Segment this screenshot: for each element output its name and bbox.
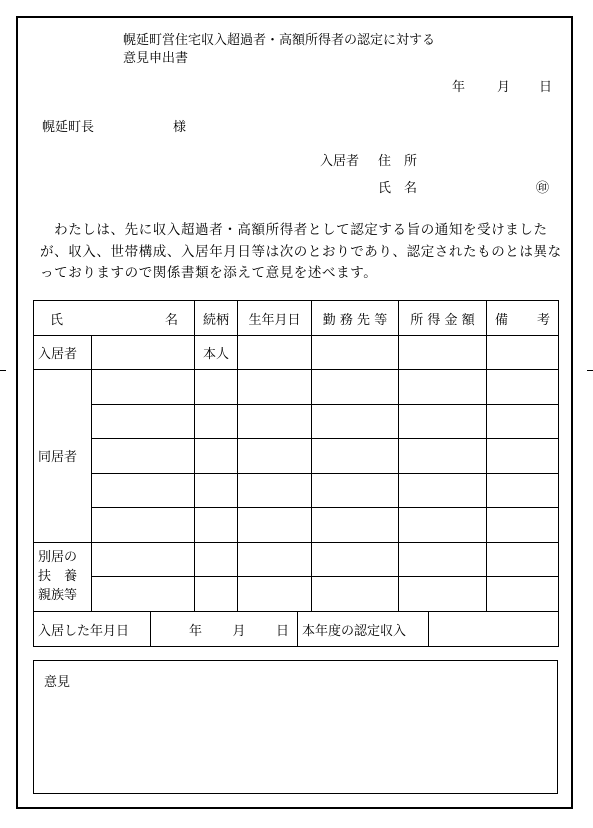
resident-workplace-cell[interactable] [312,336,399,370]
cohabitant-income-cell[interactable] [399,508,487,543]
dependent-label-line: 親族等 [38,588,78,603]
header-workplace: 勤 務 先 等 [312,301,399,336]
statement-text [40,220,565,285]
table-row [34,439,559,474]
form-title-line1: 幌延町営住宅収入超過者・高額所得者の認定に対する [123,33,436,48]
statement-line: が、収入、世帯構成、入居年月日等は次のとおりであり、認定されたものとは異な [40,243,562,260]
cohabitant-relation-cell[interactable] [195,508,238,543]
dependent-label-line: 扶 養 [38,569,78,584]
resident-birthdate-cell[interactable] [238,336,312,370]
date-month-label: 月 [497,80,511,95]
cohabitant-birthdate-cell[interactable] [238,508,312,543]
header-note-cell [487,301,559,336]
dependent-label-line: 別居の [38,550,78,565]
applicant-label: 入居者 [320,154,360,169]
date-day-label: 日 [539,80,553,95]
statement-line: っておりますので関係書類を添えて意見を述べます。 [40,265,378,281]
household-table [33,300,559,612]
honorific-label: 様 [173,120,187,135]
table-row [34,473,559,508]
cohabitant-income-cell[interactable] [399,473,487,508]
cohabitant-label: 同居者 [34,370,92,543]
cohabitant-name-cell[interactable] [92,508,195,543]
header-name-b: 名 [164,312,178,328]
table-row [34,612,559,647]
header-relation: 続柄 [195,301,238,336]
table-row [34,542,559,577]
movein-income-table [33,611,559,647]
dependent-name-cell[interactable] [92,577,195,612]
cohabitant-name-cell[interactable] [92,370,195,405]
cohabitant-birthdate-cell[interactable] [238,439,312,474]
movein-date-label: 入居した年月日 [34,612,151,647]
dependent-note-cell[interactable] [487,577,559,612]
cohabitant-relation-cell[interactable] [195,404,238,439]
cohabitant-name-cell[interactable] [92,473,195,508]
cohabitant-income-cell[interactable] [399,370,487,405]
cohabitant-workplace-cell[interactable] [312,370,399,405]
table-row [34,577,559,612]
movein-month-label: 月 [232,623,246,639]
statement-line: わたしは、先に収入超過者・高額所得者として認定する旨の通知を受けました [40,222,548,238]
dependent-family-label [34,542,92,611]
cohabitant-income-cell[interactable] [399,404,487,439]
cohabitant-income-cell[interactable] [399,439,487,474]
address-label: 住 所 [378,154,418,169]
opinion-label: 意見 [44,675,71,690]
cohabitant-workplace-cell[interactable] [312,404,399,439]
resident-relation: 本人 [195,336,238,370]
header-note-a: 備 [495,312,509,328]
table-row [34,404,559,439]
dependent-income-cell[interactable] [399,542,487,577]
table-header-row [34,301,559,336]
cohabitant-relation-cell[interactable] [195,370,238,405]
resident-name-cell[interactable] [92,336,195,370]
certified-income-label: 本年度の認定収入 [298,612,429,647]
cohabitant-note-cell[interactable] [487,439,559,474]
cohabitant-note-cell[interactable] [487,473,559,508]
resident-note-cell[interactable] [487,336,559,370]
dependent-note-cell[interactable] [487,542,559,577]
form-title-line2: 意見申出書 [123,51,189,66]
header-birthdate: 生年月日 [238,301,312,336]
cohabitant-workplace-cell[interactable] [312,508,399,543]
cohabitant-note-cell[interactable] [487,508,559,543]
dependent-birthdate-cell[interactable] [238,542,312,577]
header-note-b: 考 [536,312,550,328]
cohabitant-birthdate-cell[interactable] [238,473,312,508]
table-row [34,508,559,543]
cohabitant-relation-cell[interactable] [195,473,238,508]
movein-year-label: 年 [189,623,203,639]
header-name-a: 氏 [50,312,64,328]
cohabitant-name-cell[interactable] [92,404,195,439]
dependent-workplace-cell[interactable] [312,577,399,612]
cohabitant-note-cell[interactable] [487,404,559,439]
dependent-workplace-cell[interactable] [312,542,399,577]
cohabitant-birthdate-cell[interactable] [238,370,312,405]
cohabitant-note-cell[interactable] [487,370,559,405]
left-margin-mark [0,370,6,371]
cohabitant-name-cell[interactable] [92,439,195,474]
cohabitant-workplace-cell[interactable] [312,439,399,474]
name-label: 氏 名 [378,181,418,196]
dependent-income-cell[interactable] [399,577,487,612]
resident-label: 入居者 [34,336,92,370]
dependent-relation-cell[interactable] [195,577,238,612]
dependent-birthdate-cell[interactable] [238,577,312,612]
table-row [34,370,559,405]
cohabitant-workplace-cell[interactable] [312,473,399,508]
movein-day-label: 日 [275,623,289,639]
header-name-cell [34,301,195,336]
certified-income-cell[interactable] [429,612,559,647]
movein-date-cell[interactable] [151,612,298,647]
addressee-label: 幌延町長 [42,120,95,135]
opinion-box[interactable] [33,660,558,794]
cohabitant-birthdate-cell[interactable] [238,404,312,439]
header-income: 所 得 金 額 [399,301,487,336]
resident-income-cell[interactable] [399,336,487,370]
right-margin-mark [587,370,593,371]
date-year-label: 年 [452,80,466,95]
seal-mark: ㊞ [536,181,550,196]
table-row [34,336,559,370]
cohabitant-relation-cell[interactable] [195,439,238,474]
dependent-relation-cell[interactable] [195,542,238,577]
dependent-name-cell[interactable] [92,542,195,577]
